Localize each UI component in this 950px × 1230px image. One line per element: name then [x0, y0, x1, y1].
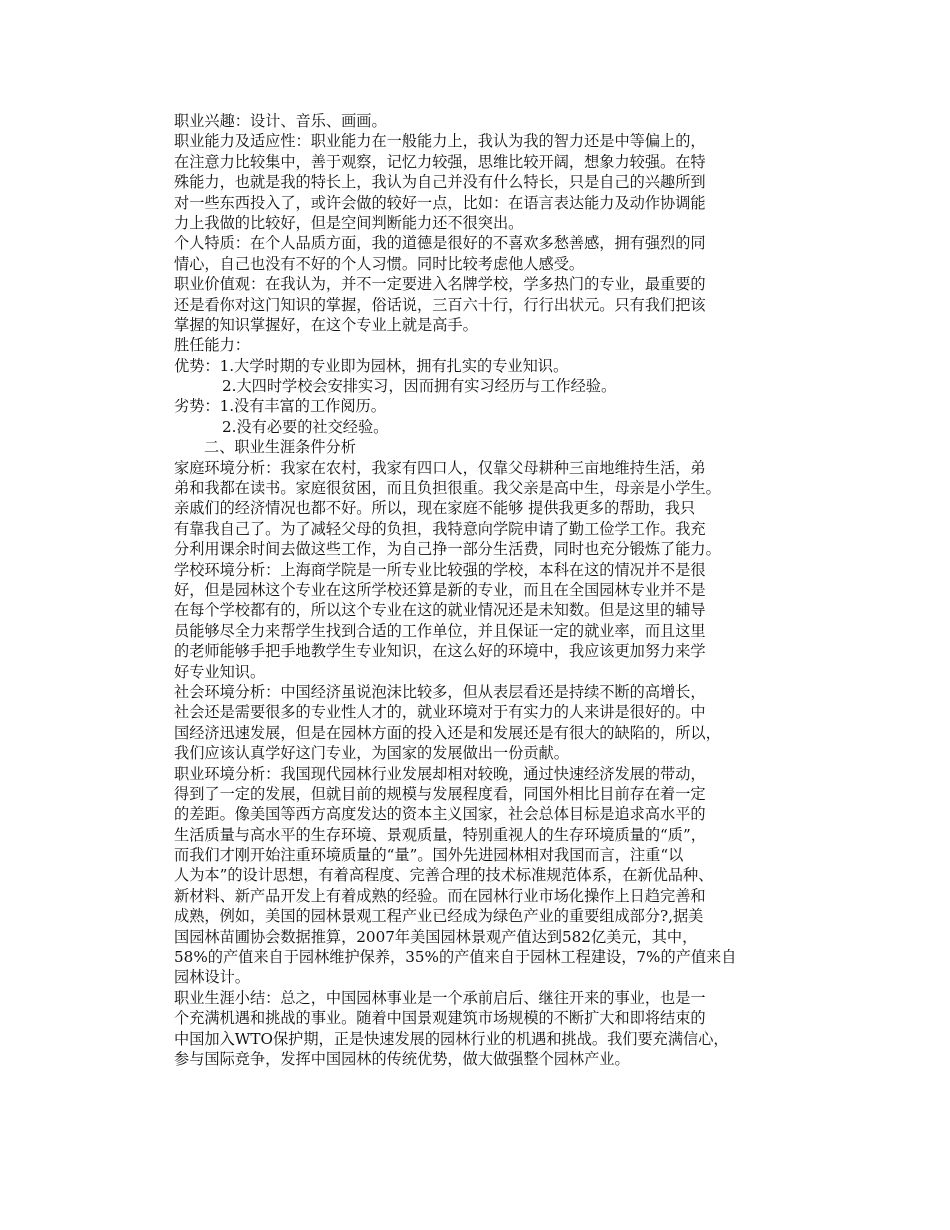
- text-line: 我们应该认真学好这门专业，为国家的发展做出一份贡献。: [174, 744, 569, 763]
- text-line: 园林设计。: [174, 968, 250, 987]
- text-line: 参与国际竞争，发挥中国园林的传统优势，做大做强整个园林产业。: [174, 1049, 630, 1068]
- text-line: 职业能力及适应性：职业能力在一般能力上，我认为我的智力还是中等偏上的，: [174, 132, 706, 151]
- text-line: 成熟，例如，美国的园林景观工程产业已经成为绿色产业的重要组成部分?,据美: [174, 907, 704, 926]
- text-line: 职业兴趣：设计、音乐、画画。: [174, 112, 387, 130]
- text-line: 新材料、新产品开发上有着成熟的经验。而在园林行业市场化操作上日趋完善和: [174, 886, 706, 905]
- text-line: 生活质量与高水平的生存环境、景观质量，特别重视人的生存环境质量的“质”，: [174, 825, 706, 844]
- text-line: 58%的产值来自于园林维护保养，35%的产值来自于园林工程建设，7%的产值来自: [174, 948, 737, 967]
- text-line: 员能够尽全力来帮学生找到合适的工作单位，并且保证一定的就业率，而且这里: [174, 621, 706, 640]
- text-line: 情心，自己也没有不好的个人习惯。同时比较考虑他人感受。: [174, 254, 585, 273]
- text-line: 亲戚们的经济情况也都不好。所以，现在家庭不能够 提供我更多的帮助，我只: [174, 499, 696, 518]
- text-line: 的差距。像美国等西方高度发达的资本主义国家，社会总体目标是追求高水平的: [174, 805, 706, 824]
- text-line: 优势：1.大学时期的专业即为园林，拥有扎实的专业知识。: [174, 356, 569, 375]
- text-line: 国经济迅速发展，但是在园林方面的投入还是和发展还是有很大的缺陷的，所以，: [174, 723, 721, 742]
- text-line: 劣势：1.没有丰富的工作阅历。: [174, 397, 386, 416]
- text-line: 中国加入WTO保护期，正是快速发展的园林行业的机遇和挑战。我们要充满信心，: [174, 1029, 729, 1048]
- text-line: 还是看你对这门知识的掌握，俗话说，三百六十行，行行出状元。只有我们把该: [174, 295, 706, 314]
- text-line: 对一些东西投入了，或许会做的较好一点，比如：在语言表达能力及动作协调能: [174, 193, 706, 212]
- document-body: [174, 111, 786, 1069]
- text-line: 在注意力比较集中，善于观察，记忆力较强，思维比较开阔，想象力较强。在特: [174, 152, 706, 171]
- text-line: 好，但是园林这个专业在这所学校还算是新的专业，而且在全国园林专业并不是: [174, 580, 706, 599]
- text-line: 个人特质：在个人品质方面，我的道德是很好的不喜欢多愁善感，拥有强烈的同: [174, 234, 706, 253]
- text-line: 有靠我自己了。为了减轻父母的负担，我特意向学院申请了勤工俭学工作。我充: [174, 519, 706, 538]
- text-line: 掌握的知识掌握好，在这个专业上就是高手。: [174, 315, 478, 334]
- text-line: 学校环境分析：上海商学院是一所专业比较强的学校，本科在这的情况并不是很: [174, 560, 706, 579]
- text-line: 个充满机遇和挑战的事业。随着中国景观建筑市场规模的不断扩大和即将结束的: [174, 1009, 706, 1028]
- text-line: 得到了一定的发展，但就目前的规模与发展程度看，同国外相比目前存在着一定: [174, 784, 706, 803]
- text-line: 的老师能够手把手地教学生专业知识，在这么好的环境中，我应该更加努力来学: [174, 642, 706, 661]
- text-line: 好专业知识。: [174, 662, 266, 681]
- text-line: 职业价值观：在我认为，并不一定要进入名牌学校，学多热门的专业，最重要的: [174, 275, 706, 294]
- text-line: 在每个学校都有的，所以这个专业在这的就业情况还是未知数。但是这里的辅导: [174, 601, 706, 620]
- text-line: 国园林苗圃协会数据推算，2007年美国园林景观产值达到582亿美元，其中，: [174, 927, 698, 946]
- text-line: 人为本”的设计思想，有着高程度、完善合理的技术标准规范体系，在新优品种、: [174, 866, 714, 885]
- text-line: 弟和我都在读书。家庭很贫困，而且负担很重。我父亲是高中生，母亲是小学生。: [174, 479, 721, 498]
- text-line: 分利用课余时间去做这些工作，为自己挣一部分生活费，同时也充分锻炼了能力。: [174, 540, 721, 559]
- text-line: 职业环境分析：我国现代园林行业发展却相对较晚，通过快速经济发展的带动，: [174, 764, 706, 783]
- text-line: 殊能力，也就是我的特长上，我认为自己并没有什么特长，只是自己的兴趣所到: [174, 173, 706, 192]
- text-line: 社会环境分析：中国经济虽说泡沫比较多，但从表层看还是持续不断的高增长，: [174, 682, 706, 701]
- text-line: 胜任能力：: [174, 336, 250, 355]
- text-line: 2.没有必要的社交经验。: [222, 417, 389, 436]
- text-line: 家庭环境分析：我家在农村，我家有四口人，仅靠父母耕种三亩地维持生活，弟: [174, 458, 706, 477]
- text-line: 职业生涯小结：总之，中国园林事业是一个承前启后、继往开来的事业，也是一: [174, 988, 706, 1007]
- text-line: 力上我做的比较好，但是空间判断能力还不很突出。: [174, 213, 524, 232]
- text-line: 而我们才刚开始注重环境质量的“量”。国外先进园林相对我国而言，注重“以: [174, 846, 684, 865]
- text-line: 社会还是需要很多的专业性人才的，就业环境对于有实力的人来讲是很好的。中: [174, 703, 706, 722]
- section-heading: 二、职业生涯条件分析: [204, 438, 356, 457]
- text-line: 2.大四时学校会安排实习，因而拥有实习经历与工作经验。: [222, 377, 617, 396]
